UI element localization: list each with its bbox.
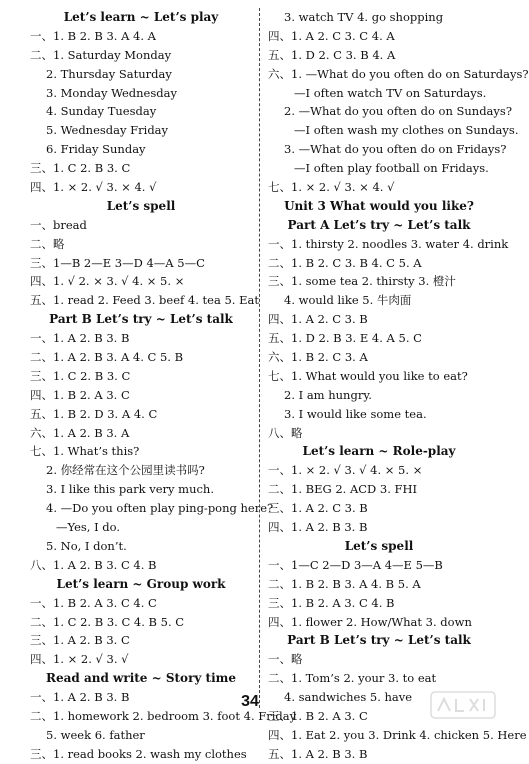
answer-line: 五、1. read 2. Feed 3. beef 4. tea 5. Eat (30, 293, 259, 308)
answer-line: 2. 你经常在这个公园里读书吗? (46, 463, 205, 478)
answer-line: 3. —What do you often do on Fridays? (284, 142, 507, 157)
answer-line: 一、1. B 2. B 3. A 4. A (30, 28, 156, 43)
answer-line: —I often watch TV on Saturdays. (294, 85, 487, 100)
answer-line: 2. Thursday Saturday (46, 66, 172, 81)
watermark-logo-icon (430, 691, 496, 719)
answer-line: 一、bread (30, 217, 87, 232)
answer-line: 3. watch TV 4. go shopping (284, 10, 444, 24)
answer-line: 2. I am hungry. (284, 387, 372, 402)
answer-line: 5. week 6. father (46, 727, 145, 742)
answer-line: 四、1. A 2. C 3. B (268, 312, 368, 327)
answer-line: 一、略 (268, 652, 303, 667)
section-heading: Let’s spell (344, 538, 414, 553)
answer-line: 2. —What do you often do on Sundays? (284, 104, 512, 119)
section-heading: Let’s learn ~ Role-play (302, 444, 456, 459)
answer-line: 八、1. A 2. B 3. C 4. B (30, 557, 157, 572)
right-column (268, 8, 529, 764)
answer-line: 五、1. A 2. B 3. B (268, 746, 368, 761)
answer-line: 三、1. B 2. A 3. C (268, 708, 368, 723)
section-heading: Part A Let’s try ~ Let’s talk (287, 217, 471, 232)
answer-line: 3. I like this park very much. (46, 482, 214, 497)
answer-line: 六、1. —What do you often do on Saturdays? (268, 66, 529, 81)
section-heading: Let’s spell (106, 198, 176, 213)
answer-line: 4. sandwiches 5. have (284, 690, 413, 705)
answer-line: 二、1. B 2. B 3. A 4. B 5. A (268, 576, 421, 591)
section-heading: Let’s learn ~ Group work (56, 576, 226, 591)
answer-line: 二、1. homework 2. bedroom 3. foot 4. Friday (30, 708, 297, 723)
answer-line: 四、1. flower 2. How/What 3. down (268, 614, 472, 629)
answer-line: 6. Friday Sunday (46, 142, 146, 157)
answer-line: 5. No, I don’t. (46, 538, 127, 553)
answer-line: 一、1. × 2. √ 3. √ 4. × 5. × (268, 463, 423, 478)
answer-line: 一、1. A 2. B 3. B (30, 690, 130, 705)
answer-line: 三、1. A 2. C 3. B (268, 501, 368, 516)
answer-line: 4. would like 5. 牛肉面 (284, 293, 412, 308)
answer-line: —I often wash my clothes on Sundays. (294, 123, 519, 138)
answer-line: 二、略 (30, 236, 65, 251)
section-heading: Part B Let’s try ~ Let’s talk (49, 312, 233, 327)
answer-line: 四、1. × 2. √ 3. √ (30, 652, 129, 667)
answer-line: 七、1. What’s this? (30, 444, 140, 459)
answer-line: 一、1. A 2. B 3. B (30, 331, 130, 346)
answer-line: 二、1. C 2. B 3. C 4. B 5. C (30, 614, 185, 629)
answer-line: 七、1. × 2. √ 3. × 4. √ (268, 180, 395, 195)
answer-line: 三、1. some tea 2. thirsty 3. 橙汁 (268, 274, 456, 289)
answer-line: 三、1. B 2. A 3. C 4. B (268, 595, 395, 610)
answer-line: 五、1. D 2. B 3. E 4. A 5. C (268, 331, 422, 346)
answer-line: 三、1. read books 2. wash my clothes (30, 746, 247, 761)
answer-line: 四、1. A 2. C 3. C 4. A (268, 28, 395, 43)
answer-line: 二、1. A 2. B 3. A 4. C 5. B (30, 350, 184, 365)
answer-line: 一、1. B 2. A 3. C 4. C (30, 595, 157, 610)
answer-line: 三、1. C 2. B 3. C (30, 368, 131, 383)
answer-line: 三、1. A 2. B 3. C (30, 633, 130, 648)
answer-line: 一、1. thirsty 2. noodles 3. water 4. drink (268, 236, 509, 251)
section-heading: Read and write ~ Story time (46, 671, 236, 686)
answer-line: 六、1. A 2. B 3. A (30, 425, 130, 440)
answer-line: 四、1. √ 2. × 3. √ 4. × 5. × (30, 274, 185, 289)
section-heading: Unit 3 What would you like? (284, 198, 474, 213)
answer-line: 5. Wednesday Friday (46, 123, 169, 138)
answer-line: 三、1—B 2—E 3—D 4—A 5—C (30, 255, 205, 270)
answer-line: 四、1. B 2. A 3. C (30, 387, 130, 402)
answer-line: 六、1. B 2. C 3. A (268, 350, 368, 365)
answer-line: 3. Monday Wednesday (46, 85, 177, 100)
answer-line: 四、1. A 2. B 3. B (268, 520, 368, 535)
answer-line: 二、1. Saturday Monday (30, 47, 172, 62)
answer-line: 七、1. What would you like to eat? (268, 368, 468, 383)
answer-line: —I often play football on Fridays. (294, 161, 489, 176)
answer-line: 三、1. C 2. B 3. C (30, 161, 131, 176)
answer-line: 八、略 (268, 425, 303, 440)
answer-line: 二、1. B 2. C 3. B 4. C 5. A (268, 255, 422, 270)
answer-line: 3. I would like some tea. (284, 406, 427, 421)
answer-line: 四、1. × 2. √ 3. × 4. √ (30, 180, 157, 195)
answer-line: 五、1. B 2. D 3. A 4. C (30, 406, 158, 421)
answer-line: 4. Sunday Tuesday (46, 104, 157, 119)
column-divider (259, 8, 260, 708)
answer-line: 一、1—C 2—D 3—A 4—E 5—B (268, 557, 443, 572)
answer-line: 四、1. Eat 2. you 3. Drink 4. chicken 5. Here (268, 727, 527, 742)
section-heading: Part B Let’s try ~ Let’s talk (287, 633, 471, 648)
answer-line: 二、1. BEG 2. ACD 3. FHI (268, 482, 418, 497)
answer-line: 五、1. D 2. C 3. B 4. A (268, 47, 396, 62)
answer-line: 二、1. Tom’s 2. your 3. to eat (268, 671, 437, 686)
answer-line: 4. —Do you often play ping-pong here? (46, 501, 274, 516)
section-heading: Let’s learn ~ Let’s play (63, 10, 219, 24)
page-number: 34 (241, 693, 259, 710)
answer-line: —Yes, I do. (56, 520, 121, 535)
